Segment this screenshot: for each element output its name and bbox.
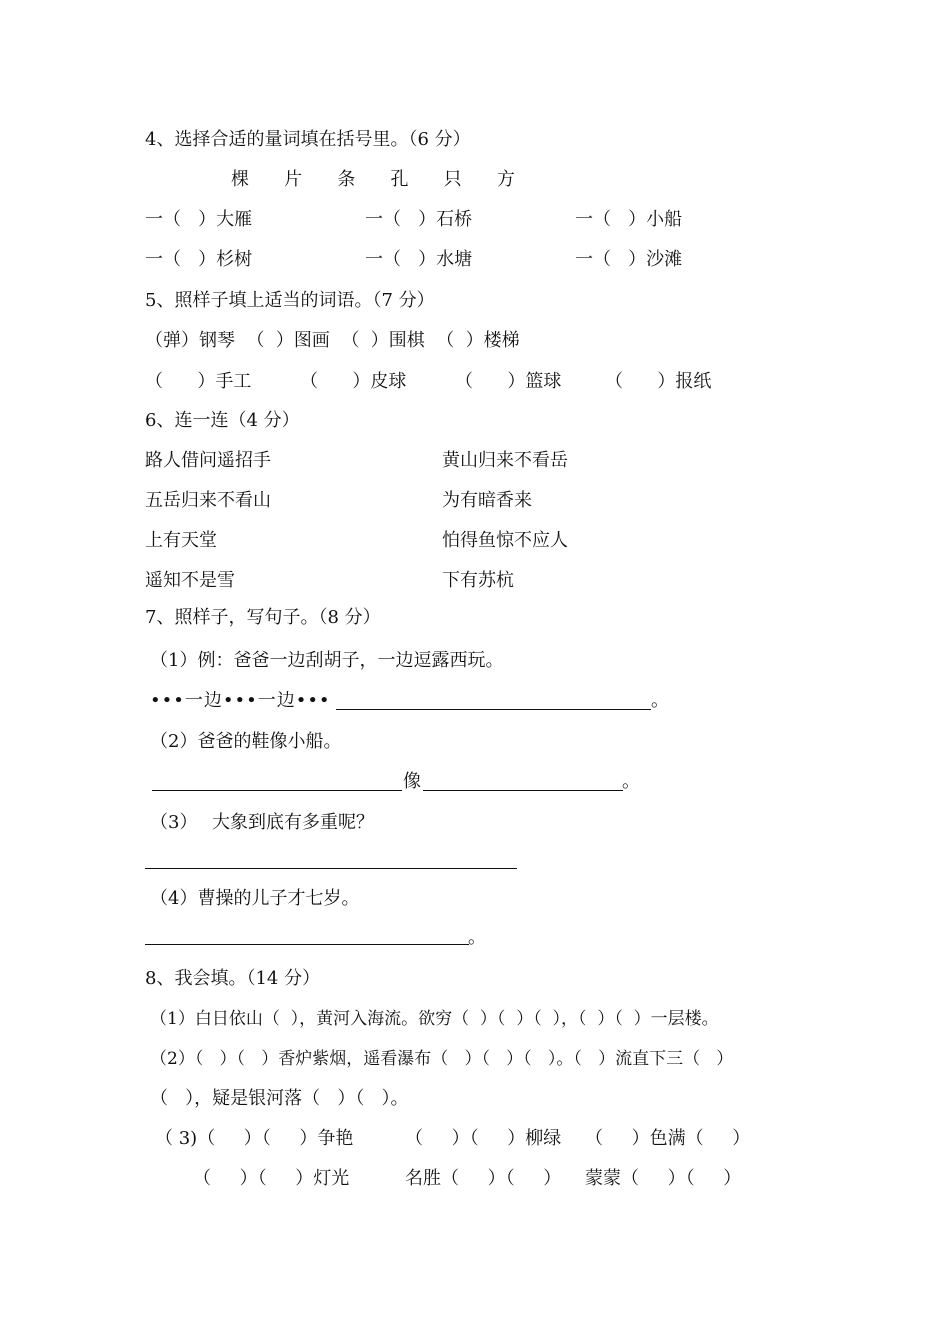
q7-title: 7、照样子，写句子。（8 分） [145, 607, 381, 628]
q4-title: 4、选择合适的量词填在括号里。（6 分） [145, 129, 471, 150]
q8-item: 蒙蒙（ ）（ ） [585, 1168, 742, 1189]
q5-item: （ ）报纸 [605, 371, 712, 392]
q6-title: 6、连一连（4 分） [145, 410, 300, 431]
q7-period: 。 [468, 927, 486, 948]
q6-right-item: 黄山归来不看岳 [442, 450, 568, 471]
q6-right-item: 下有苏杭 [442, 570, 514, 591]
q5-title: 5、照样子填上适当的词语。（7 分） [145, 290, 435, 311]
q5-row1: （弹）钢琴 （ ）图画 （ ）围棋 （ ）楼梯 [145, 330, 520, 351]
q6-left-item: 路人借问遥招手 [145, 450, 271, 471]
q4-item: 一（ ）杉树 [145, 249, 253, 270]
q7-period: 。 [651, 690, 669, 711]
q6-left-item: 五岳归来不看山 [145, 490, 271, 511]
q5-item: （ ）手工 [145, 371, 252, 392]
answer-line[interactable] [145, 868, 517, 869]
q4-measure-word-options: 棵 片 条 孔 只 方 [231, 169, 515, 190]
q7-period: 。 [622, 771, 640, 792]
q4-item: 一（ ）石桥 [365, 209, 473, 230]
answer-line[interactable] [423, 790, 623, 791]
q7-sentence-3: 大象到底有多重呢？ [212, 812, 374, 833]
answer-line[interactable] [145, 944, 469, 945]
answer-line[interactable] [336, 709, 651, 710]
q8-item: （ ）（ ）柳绿 [405, 1128, 562, 1149]
q8-title: 8、我会填。（14 分） [145, 968, 321, 989]
q6-left-item: 遥知不是雪 [145, 570, 235, 591]
q8-line-2: （2）（ ）（ ）香炉紫烟，遥看瀑布（ ）（ ）（ ）。（ ）流直下三（ ） [150, 1049, 734, 1069]
q7-sentence-2: （2）爸爸的鞋像小船。 [150, 731, 342, 752]
q8-item: （ ）（ ）灯光 [193, 1168, 350, 1189]
q4-item: 一（ ）大雁 [145, 209, 253, 230]
answer-line[interactable] [152, 790, 402, 791]
q4-item: 一（ ）小船 [575, 209, 683, 230]
q8-item: 名胜（ ）（ ） [405, 1168, 562, 1189]
q5-item: （ ）皮球 [300, 371, 407, 392]
q7-sentence-4: （4）曹操的儿子才七岁。 [150, 888, 360, 909]
q7-pattern-prompt: •••一边•••一边••• [150, 690, 331, 711]
q6-right-item: 为有暗香来 [442, 490, 532, 511]
q8-item: （ ）色满（ ） [585, 1128, 751, 1149]
q7-like-word: 像 [403, 771, 421, 792]
q4-item: 一（ ）水塘 [365, 249, 473, 270]
q6-right-item: 怕得鱼惊不应人 [442, 530, 568, 551]
q4-item: 一（ ）沙滩 [575, 249, 683, 270]
q8-line-1: （1）白日依山（ ），黄河入海流。欲穷（ ）（ ）（ ），（ ）（ ）一层楼。 [150, 1009, 719, 1029]
q7-example-sentence: （1）例：爸爸一边刮胡子，一边逗露西玩。 [150, 650, 504, 671]
q6-left-item: 上有天堂 [145, 530, 217, 551]
q8-line-3: （ ），疑是银河落（ ）（ ）。 [150, 1088, 409, 1109]
q8-item: （ 3)（ ）（ ）争艳 [155, 1128, 354, 1149]
q7-sentence-3-number: （3） [150, 812, 198, 833]
q5-item: （ ）篮球 [455, 371, 562, 392]
